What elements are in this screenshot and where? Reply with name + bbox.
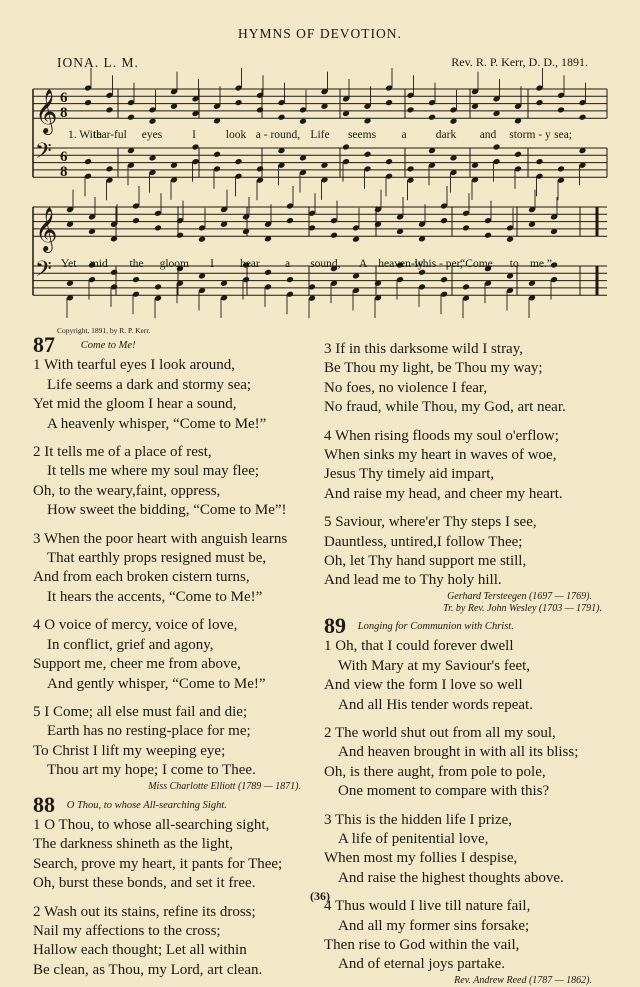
verse-line: The darkness shineth as the light, — [33, 836, 233, 853]
verse-line: With Mary at my Saviour's feet, — [338, 657, 531, 674]
copyright-notice: Copyright, 1891, by R. P. Kerr. — [57, 326, 151, 335]
hymn-89-attribution: Rev. Andrew Reed (1787 — 1862). — [454, 974, 592, 986]
hymn-88-stanzas-right — [324, 340, 602, 591]
lyric-word: dark — [435, 129, 457, 141]
stanza — [324, 897, 602, 975]
lyric-word: storm - y — [509, 129, 551, 141]
lyric-word: heaven-ly — [378, 258, 424, 270]
verse-line: To Christ I lift my weeping eye; — [33, 742, 226, 759]
running-header: HYMNS OF DEVOTION. — [238, 26, 402, 41]
verse-line: Then rise to God within the vail, — [324, 936, 520, 953]
note-head — [132, 276, 140, 283]
treble-clef-icon: 𝄞 — [35, 89, 58, 134]
lyric-word: eyes — [141, 129, 163, 141]
stanza — [33, 443, 301, 521]
note-head — [506, 236, 514, 243]
stanza — [324, 427, 602, 505]
lyric-word: a - round, — [255, 129, 301, 141]
lyric-word: 1. With — [68, 129, 102, 141]
time-signature-icon: 6 — [60, 90, 68, 106]
stanza — [324, 637, 602, 715]
verse-line: Oh, burst these bonds, and set it free. — [33, 875, 256, 892]
note-head — [84, 158, 92, 165]
hymn-89-stanzas — [324, 637, 602, 975]
verse-line: 4 O voice of mercy, voice of love, — [33, 617, 238, 634]
hymn-title: Come to Me! — [80, 340, 136, 351]
treble-clef-icon: 𝄞 — [35, 207, 58, 252]
left-column — [33, 332, 301, 980]
note-head — [536, 99, 544, 106]
staff — [33, 68, 607, 135]
lyric-word: “Come — [460, 258, 493, 270]
note-head — [440, 276, 448, 283]
verse-line: And gently whisper, “Come to Me!” — [47, 675, 266, 692]
verse-line: A heavenly whisper, “Come to Me!” — [47, 415, 267, 432]
stanza — [33, 356, 301, 434]
verse-line: It hears the accents, “Come to Me!” — [47, 588, 263, 605]
lyric-word: me.” — [529, 258, 552, 270]
verse-line: Support me, cheer me from above, — [33, 656, 241, 673]
note-head — [364, 151, 372, 158]
stanza — [33, 530, 301, 608]
note-head — [110, 269, 118, 276]
page-number: (36) — [310, 889, 330, 903]
verse-line: Earth has no resting-place for me; — [47, 723, 251, 740]
verse-line: 3 This is the hidden life I prize, — [324, 811, 513, 828]
note-head — [286, 276, 294, 283]
note-head — [299, 118, 307, 125]
hymn-88-attribution-1: Gerhard Tersteegen (1697 — 1769). — [447, 590, 592, 602]
lyric-word: whis - per, — [414, 258, 463, 270]
verse-line: When sinks my heart in waves of woe, — [324, 447, 557, 464]
note-head — [192, 144, 200, 151]
staff — [33, 139, 607, 200]
bass-clef-icon: 𝄢 — [35, 257, 52, 287]
verse-line: Oh, to the weary,faint, oppress, — [33, 482, 221, 499]
note-head — [235, 158, 243, 165]
note-head — [407, 165, 415, 172]
lyric-word: A — [358, 258, 368, 270]
time-signature-icon: 8 — [60, 164, 68, 180]
tune-name: IONA. L. M. — [57, 55, 139, 70]
note-head — [256, 106, 264, 113]
verse-line: 2 The world shut out from all my soul, — [324, 724, 556, 741]
verse-line: Oh, let Thy hand support me still, — [324, 553, 527, 570]
lyric-word: a — [285, 258, 291, 270]
verse-line: In conflict, grief and agony, — [47, 636, 214, 653]
note-head — [462, 224, 470, 231]
verse-line: Dauntless, untired,I follow Thee; — [324, 533, 523, 550]
lyric-word: Yet — [61, 258, 77, 270]
verse-line: It tells me where my soul may flee; — [47, 463, 260, 480]
hymn-87-stanzas — [33, 356, 301, 780]
verse-line: 3 When the poor heart with anguish learns — [33, 530, 288, 547]
verse-line: Yet mid the gloom I hear a sound, — [33, 396, 237, 413]
hymn-88-heading — [33, 791, 301, 817]
verse-line: 5 Saviour, where'er Thy steps I see, — [324, 514, 537, 531]
lyric-word: a — [401, 129, 407, 141]
hymn-number: 88 — [33, 791, 55, 817]
note-head — [149, 118, 157, 125]
verse-line: 3 If in this darksome wild I stray, — [324, 341, 523, 357]
verse-line: That earthly props resigned must be, — [47, 550, 267, 567]
stanza — [324, 811, 602, 889]
verse-line: Thou art my hope; I come to Thee. — [47, 762, 256, 779]
lyric-word: and — [479, 129, 497, 141]
note-head — [407, 106, 415, 113]
lyric-word: hear — [239, 258, 260, 270]
note-head — [484, 232, 492, 239]
verse-line: A life of penitential love, — [338, 830, 489, 847]
verse-line: And from each broken cistern turns, — [33, 569, 250, 586]
music-score — [0, 0, 640, 340]
note-head — [450, 118, 458, 125]
verse-line: And all my former sins forsake; — [338, 917, 530, 934]
stanza — [33, 816, 301, 894]
lyric-word: to — [509, 258, 519, 270]
verse-line: And view the form I love so well — [324, 677, 523, 694]
note-head — [106, 165, 114, 172]
verse-line: And heaven brought in with all its bliss; — [338, 744, 579, 761]
note-head — [256, 165, 264, 172]
verse-line: And lead me to Thy holy hill. — [324, 572, 502, 589]
note-head — [514, 151, 522, 158]
lyric-word: I — [210, 258, 214, 270]
verse-line: 2 It tells me of a place of rest, — [33, 444, 212, 461]
verse-line: Be clean, as Thou, my Lord, art clean. — [33, 961, 263, 978]
hymn-title: Longing for Communion with Christ. — [357, 620, 514, 632]
verse-line: 1 With tearful eyes I look around, — [33, 357, 235, 374]
lyric-word: Life — [310, 129, 330, 141]
note-head — [213, 151, 221, 158]
verse-line: Search, prove my heart, it pants for Thee; — [33, 855, 283, 872]
lyric-word: sound, — [310, 258, 341, 270]
verse-line: And of eternal joys partake. — [338, 956, 506, 973]
stanza — [33, 616, 301, 694]
note-head — [176, 232, 184, 239]
lyric-word: the — [129, 258, 144, 270]
hymn-88-attribution-2: Tr. by Rev. John Wesley (1703 — 1791). — [443, 602, 602, 614]
staff — [33, 186, 607, 253]
hymn-title: O Thou, to whose All-searching Sight. — [66, 799, 227, 811]
lyric-word: mid — [89, 258, 108, 270]
tune-composer: Rev. R. P. Kerr, D. D., 1891. — [451, 55, 588, 69]
hymn-number: 87 — [33, 332, 55, 357]
note-head — [235, 99, 243, 106]
time-signature-icon: 6 — [60, 149, 68, 165]
bass-clef-icon: 𝄢 — [35, 139, 52, 169]
stanza — [324, 340, 602, 418]
verse-line: One moment to compare with this? — [338, 783, 550, 800]
note-head — [132, 217, 140, 224]
note-head — [330, 232, 338, 239]
lyric-word: I — [192, 129, 196, 141]
verse-line: And raise my head, and cheer my heart. — [324, 485, 563, 502]
hymn-89-heading — [324, 612, 602, 638]
lyric-word: tear-ful — [93, 129, 127, 141]
verse-line: And all His tender words repeat. — [338, 696, 533, 713]
note-head — [154, 224, 162, 231]
verse-line: Life seems a dark and stormy sea; — [47, 376, 252, 393]
verse-line: 1 Oh, that I could forever dwell — [324, 638, 514, 655]
hymn-number: 89 — [324, 612, 346, 638]
verse-line: Be Thou my light, be Thou my way; — [324, 360, 543, 377]
note-head — [579, 114, 587, 121]
note-head — [84, 99, 92, 106]
lyric-word: look — [225, 129, 247, 141]
note-head — [385, 99, 393, 106]
note-head — [127, 114, 135, 121]
note-head — [352, 236, 360, 243]
note-head — [198, 236, 206, 243]
hymn-87-attribution: Miss Charlotte Elliott (1789 — 1871). — [148, 780, 301, 792]
verse-line: 2 Wash out its stains, refine its dross; — [33, 903, 256, 920]
verse-line: Jesus Thy timely aid impart, — [324, 466, 495, 483]
time-signature-icon: 8 — [60, 105, 68, 121]
lyric-word: seems — [347, 129, 377, 141]
verse-line: When most my follies I despise, — [324, 850, 518, 867]
verse-line: How sweet the bidding, “Come to Me”! — [47, 502, 287, 519]
verse-line: No fraud, while Thou, my God, art near. — [324, 399, 566, 416]
verse-line: And raise the highest thoughts above. — [338, 869, 564, 886]
note-head — [264, 269, 272, 276]
verse-line: Hallow each thought; Let all within — [33, 942, 247, 959]
hymn-87-heading — [33, 332, 301, 357]
note-head — [493, 144, 501, 151]
note-head — [462, 283, 470, 290]
stanza — [324, 513, 602, 591]
note-head — [106, 106, 114, 113]
note-head — [440, 217, 448, 224]
note-head — [342, 144, 350, 151]
note-head — [385, 158, 393, 165]
stanza — [33, 903, 301, 981]
verse-line: Oh, is there aught, from pole to pole, — [324, 763, 546, 780]
verse-line: 5 I Come; all else must fail and die; — [33, 703, 248, 720]
stanza — [324, 724, 602, 802]
note-head — [154, 283, 162, 290]
verse-line: 4 Thus would I live till nature fail, — [324, 898, 531, 915]
verse-line: No foes, no violence I fear, — [324, 379, 488, 396]
lyric-word: gloom — [159, 258, 190, 270]
note-head — [428, 114, 436, 121]
note-head — [557, 106, 565, 113]
verse-line: 4 When rising floods my soul o'erflow; — [324, 427, 559, 444]
note-head — [278, 114, 286, 121]
verse-line: Nail my affections to the cross; — [33, 922, 221, 939]
lyric-word: sea; — [554, 129, 572, 141]
note-head — [536, 158, 544, 165]
note-head — [557, 165, 565, 172]
verse-line: 1 O Thou, to whose all-searching sight, — [33, 816, 270, 833]
note-head — [286, 217, 294, 224]
stanza — [33, 703, 301, 781]
